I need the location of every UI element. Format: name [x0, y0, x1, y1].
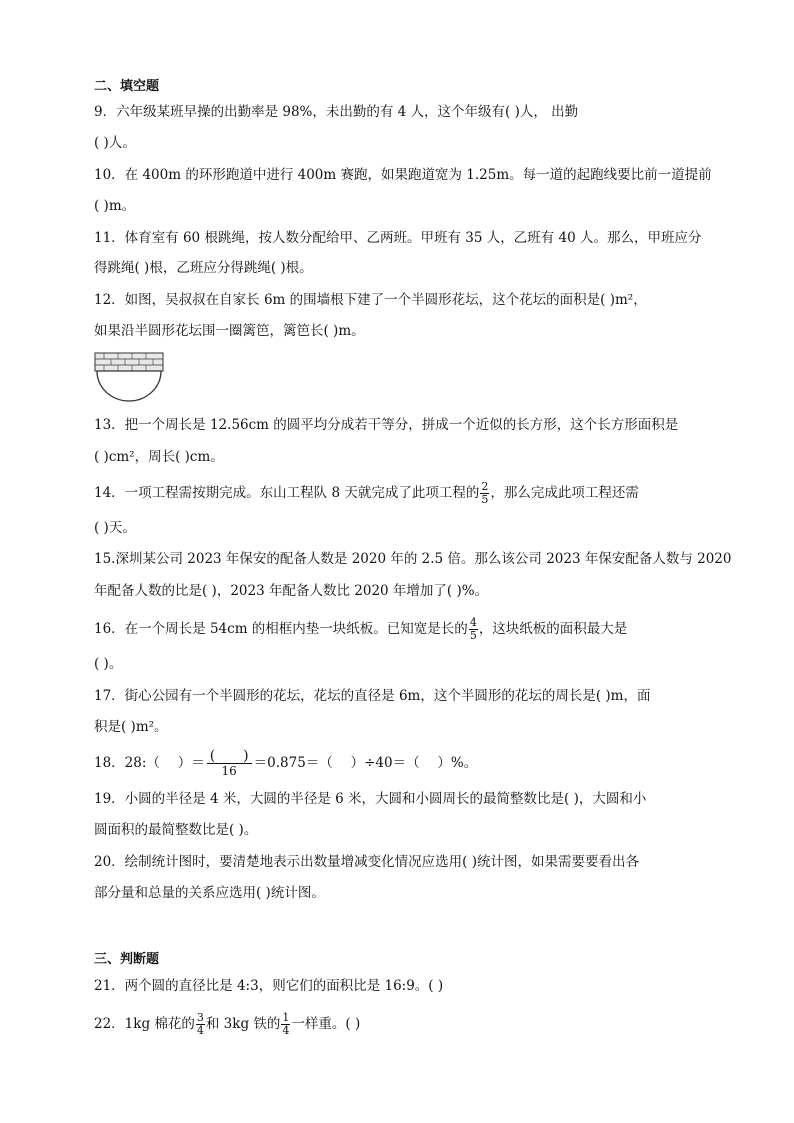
q16-frac-num: 4	[469, 616, 477, 629]
q16-fraction	[469, 617, 478, 642]
q19-line1: 19．小圆的半径是 4 米，大圆的半径是 6 米，大圆和小圆周长的最简整数比是( )，大圆和小	[94, 791, 647, 807]
q18-text-a: 18．28:（ ）＝	[94, 755, 205, 771]
q22-frac2-num: 1	[282, 1011, 290, 1024]
q20-line1: 20．绘制统计图时，要清楚地表示出数量增减变化情况应选用( )统计图，如果需要要看出各	[94, 854, 640, 870]
q16-line1	[94, 617, 627, 642]
q22-line	[94, 1012, 360, 1037]
q12-line2: 如果沿半圆形花坛围一圈篱笆，篱笆长( )m。	[94, 323, 365, 339]
q14-frac-den: 5	[481, 493, 489, 506]
q13-line1: 13．把一个周长是 12.56cm 的圆平均分成若干等分，拼成一个近似的长方形，这个长方形面积是	[94, 417, 679, 433]
q17-line1: 17．街心公园有一个半圆形的花坛，花坛的直径是 6m，这个半圆形的花坛的周长是( )m，面	[94, 688, 651, 704]
q22-frac1-num: 3	[196, 1011, 204, 1024]
q14-line1	[94, 481, 639, 506]
q18-frac-num: ( )	[207, 749, 252, 764]
q12-line1: 12．如图，吴叔叔在自家长 6m 的围墙根下建了一个半圆形花坛，这个花坛的面积是( )m²，	[94, 292, 647, 308]
q22-text-a: 22．1kg 棉花的	[94, 1016, 195, 1032]
q9-line2: ( )人。	[94, 135, 136, 151]
q18-fraction	[207, 749, 252, 778]
q22-text-b: 和 3kg 铁的	[205, 1016, 281, 1032]
q22-frac2-den: 4	[282, 1024, 290, 1037]
q14-fraction	[480, 481, 489, 506]
q22-text-c: 一样重。( )	[291, 1016, 361, 1032]
q16-text-a: 16．在一个周长是 54cm 的相框内垫一块纸板。已知宽是长的	[94, 621, 468, 637]
q15-line2: 年配备人数的比是( )，2023 年配备人数比 2020 年增加了( )%。	[94, 583, 489, 599]
semicircle-flowerbed-figure	[94, 352, 164, 402]
q14-line2: ( )天。	[94, 520, 136, 536]
q22-fraction-1	[196, 1012, 205, 1037]
q16-frac-den: 5	[469, 629, 477, 642]
q10-line2: ( )m。	[94, 198, 136, 214]
section-fill-in: 二、填空题	[94, 79, 160, 94]
q14-text-a: 14．一项工程需按期完成。东山工程队 8 天就完成了此项工程的	[94, 485, 480, 501]
q19-line2: 圆面积的最简整数比是( )。	[94, 822, 258, 838]
q22-frac1-den: 4	[196, 1024, 204, 1037]
q14-frac-num: 2	[481, 480, 489, 493]
q10-line1: 10．在 400m 的环形跑道中进行 400m 赛跑，如果跑道宽为 1.25m。每一道的起跑线要比前一道提前	[94, 167, 712, 183]
q17-line2: 积是( )m²。	[94, 719, 168, 735]
q11-line1: 11．体育室有 60 根跳绳，按人数分配给甲、乙两班。甲班有 35 人，乙班有 40 人。那么，甲班应分	[94, 230, 702, 246]
q18-text-b: ＝0.875＝（ ）÷40＝（ ）%。	[253, 755, 478, 771]
q16-text-b: ，这块纸板的面积最大是	[478, 621, 628, 637]
section-true-false: 三、判断题	[94, 952, 160, 967]
q22-fraction-2	[281, 1012, 290, 1037]
q18-line	[94, 749, 477, 778]
q20-line2: 部分量和总量的关系应选用( )统计图。	[94, 885, 325, 901]
q9-line1: 9．六年级某班早操的出勤率是 98%，未出勤的有 4 人，这个年级有( )人， 出勤	[94, 104, 579, 120]
q21-line: 21．两个圆的直径比是 4:3，则它们的面积比是 16:9。( )	[94, 978, 444, 994]
q14-text-b: ，那么完成此项工程还需	[490, 485, 639, 501]
q15-line1: 15.深圳某公司 2023 年保安的配备人数是 2020 年的 2.5 倍。那么该公司 2023 年保安配备人数与 2020	[94, 551, 732, 567]
q16-line2: ( )。	[94, 656, 123, 672]
q11-line2: 得跳绳( )根，乙班应分得跳绳( )根。	[94, 260, 313, 276]
q18-frac-den: 16	[221, 764, 237, 778]
q13-line2: ( )cm²，周长( )cm。	[94, 449, 224, 465]
